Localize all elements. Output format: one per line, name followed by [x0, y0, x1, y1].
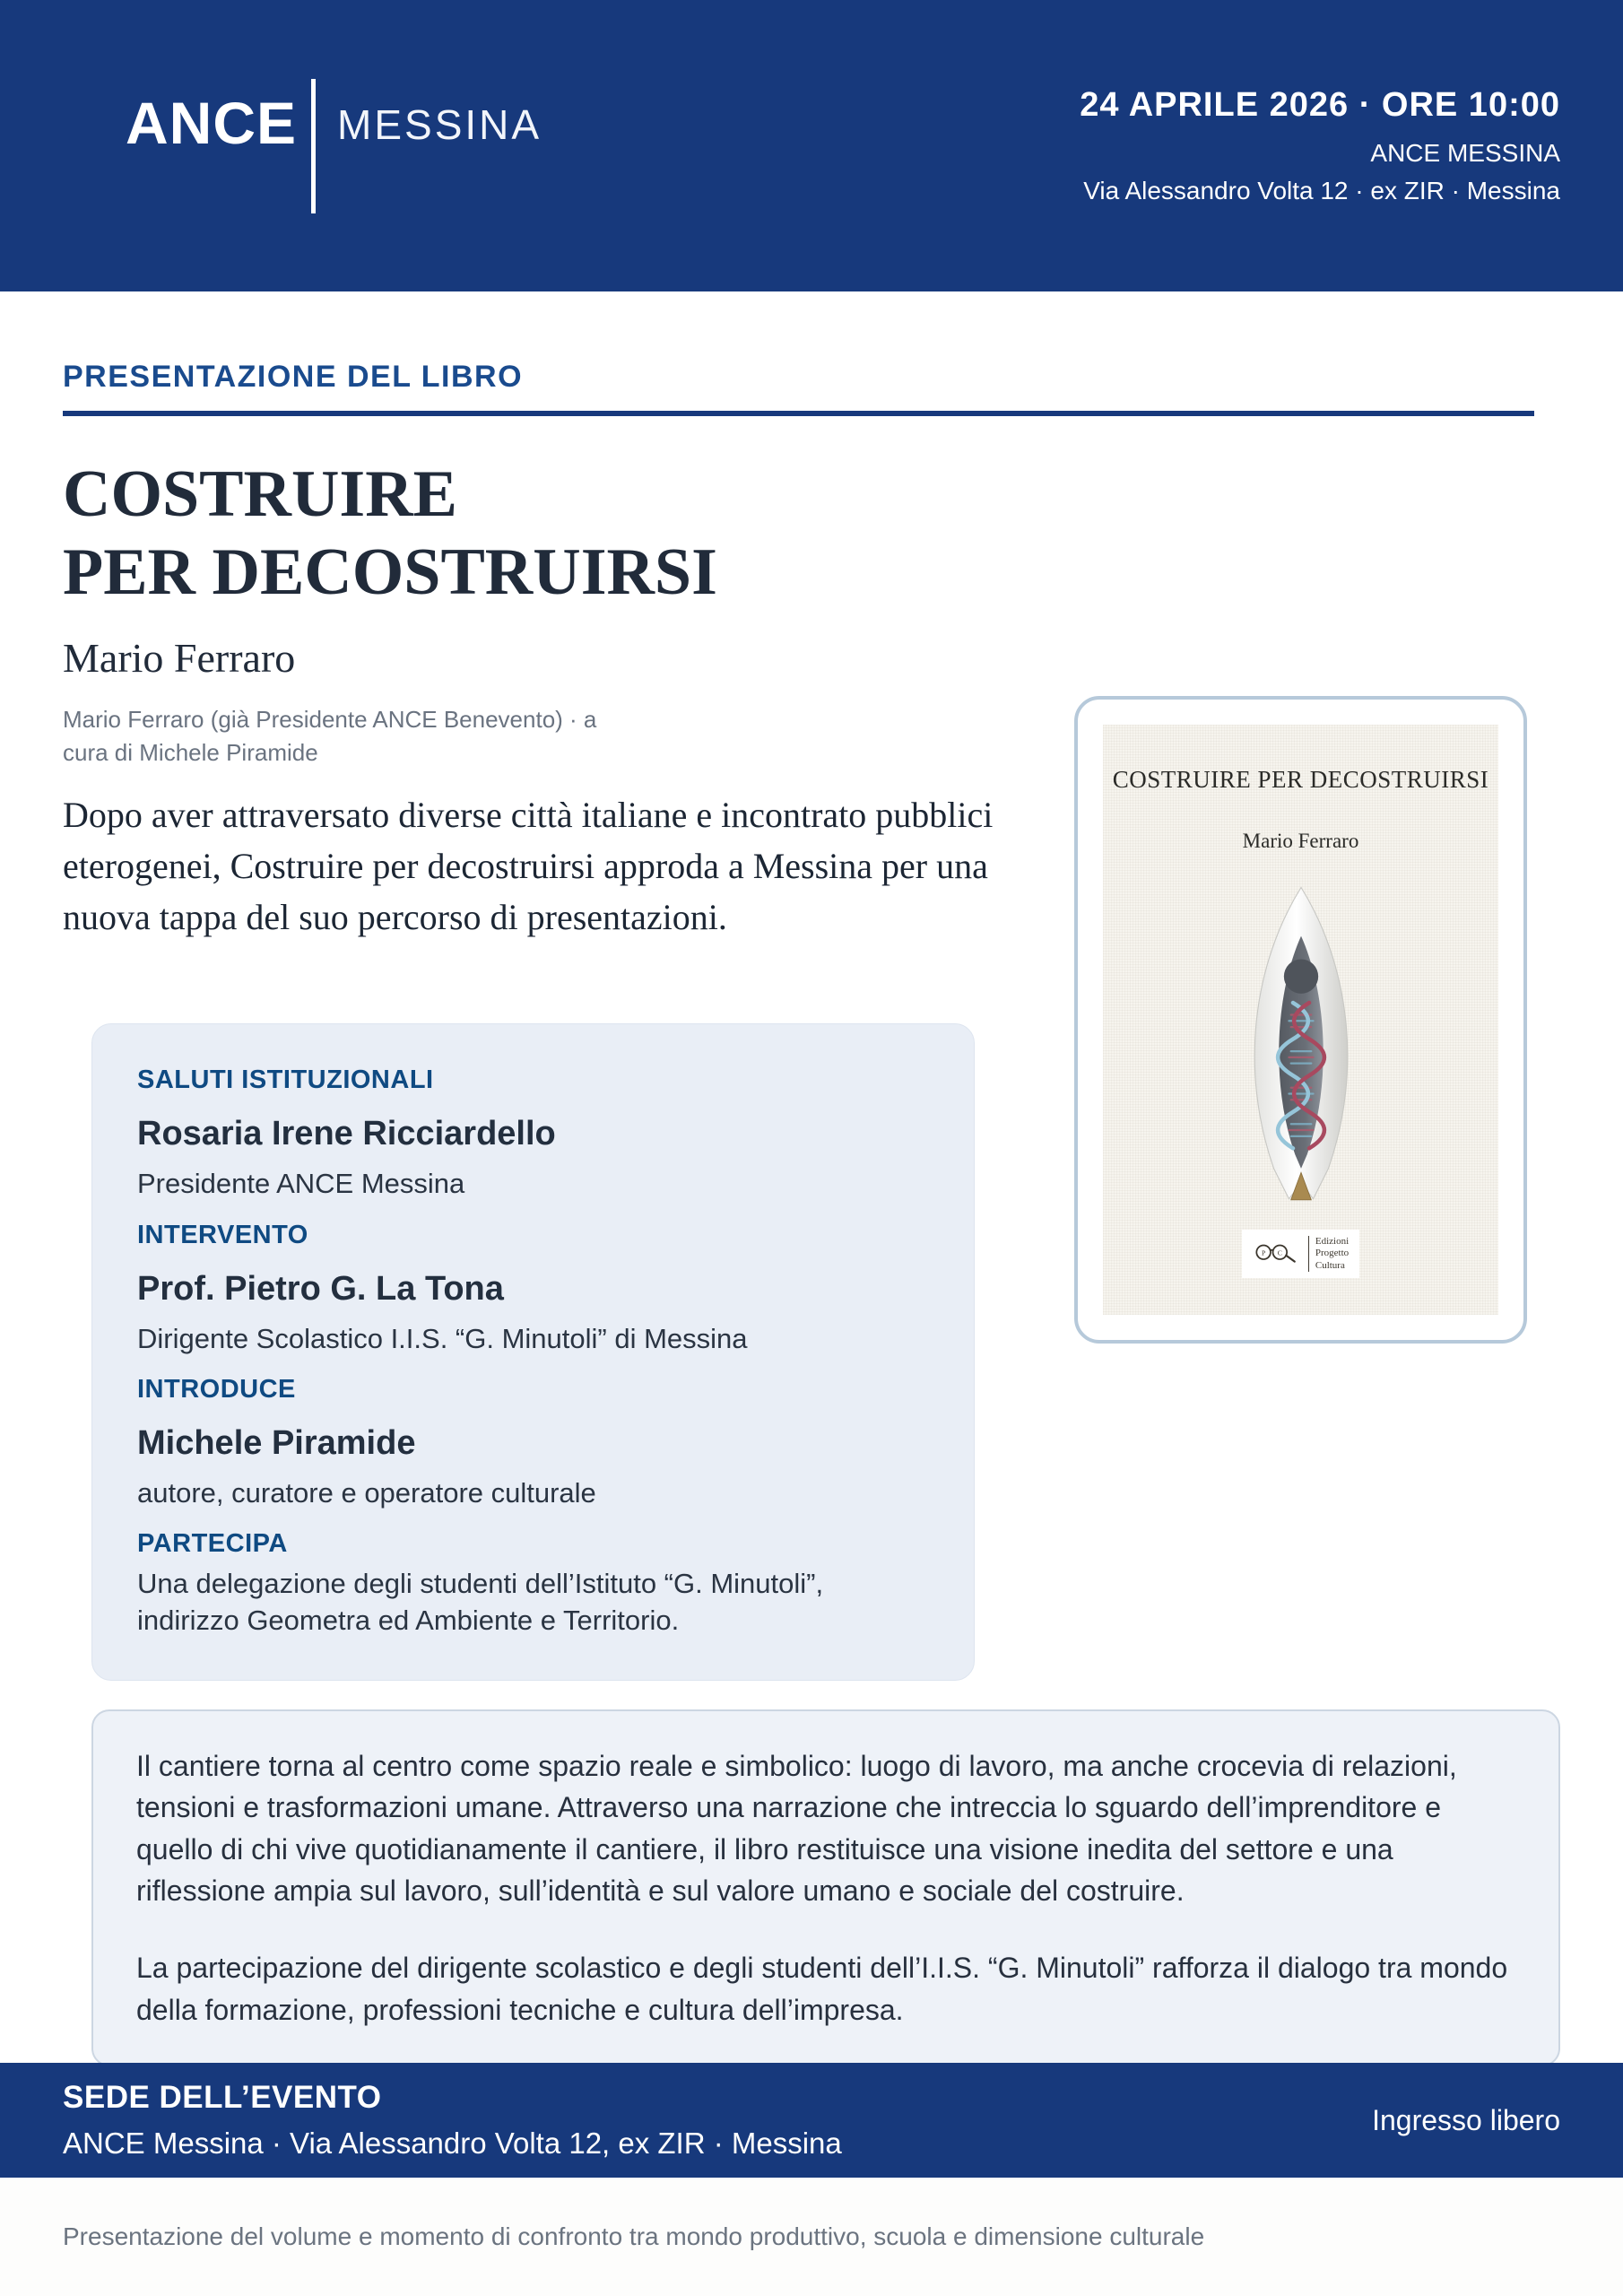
- publisher-logo: [1242, 1230, 1359, 1278]
- venue-label: SEDE DELL’EVENTO: [63, 2080, 382, 2115]
- description-paragraph-1: Il cantiere torna al centro come spazio reale e simbolico: luogo di lavoro, ma anche crocevia di relazioni, tensioni e trasformazioni umane. Attraverso una narrazione che intreccia lo sguardo dell’imprenditore e quello di chi vive quotidianamente il cantiere, il libro restituisce una visione inedita del settore e una riflessione ampia sul lavoro, sull’identità e sul valore umano e sociale del costruire.: [136, 1749, 1457, 1907]
- main-content: [0, 291, 1623, 2063]
- program-role-intervento: INTERVENTO: [137, 1220, 308, 1249]
- event-meta: [1080, 86, 1560, 205]
- book-cover: [1103, 725, 1498, 1315]
- event-datetime: 24 APRILE 2026 · ORE 10:00: [1080, 86, 1560, 124]
- program-desc-piramide: autore, curatore e operatore culturale: [137, 1476, 596, 1509]
- publisher-line3: Cultura: [1315, 1259, 1345, 1271]
- publisher-line2: Progetto: [1315, 1248, 1350, 1259]
- book-title-heading: [63, 456, 1560, 611]
- program-box: [91, 1023, 975, 1680]
- lead-paragraph: Dopo aver attraversato diverse città italiane e incontrato pubblici eterogenei, Costruire per decostruirsi approda a Messina per una nuova tappa del suo percorso di presentazioni.: [63, 794, 994, 937]
- book-cover-card: [1074, 696, 1527, 1344]
- byline: Mario Ferraro (già Presidente ANCE Benevento) · a cura di Michele Piramide: [63, 706, 597, 766]
- publisher-name: [1308, 1236, 1349, 1272]
- kicker-underline-rule: [63, 411, 1534, 416]
- description-box: [91, 1709, 1560, 2063]
- logo-primary-text: ANCE: [126, 89, 298, 156]
- program-desc-ricciardello: Presidente ANCE Messina: [137, 1168, 465, 1200]
- tagline-strip: [0, 2178, 1623, 2296]
- book-title-line1: COSTRUIRE: [63, 457, 457, 531]
- logo-divider: [311, 79, 316, 213]
- description-paragraph-2: La partecipazione del dirigente scolastico e degli studenti dell’I.I.S. “G. Minutoli” rafforza il dialogo tra mondo della formazione, professioni tecniche e cultura dell’impresa.: [136, 1952, 1508, 2026]
- figure-head: [1283, 960, 1317, 994]
- program-name-piramide: Michele Piramide: [137, 1423, 416, 1462]
- glasses-icon: [1253, 1241, 1299, 1266]
- svg-text:P: P: [1261, 1248, 1266, 1257]
- program-desc-latona: Dirigente Scolastico I.I.S. “G. Minutoli” di Messina: [137, 1322, 748, 1354]
- publisher-line1: Edizioni: [1315, 1236, 1350, 1248]
- cover-title: COSTRUIRE PER DECOSTRUIRSI: [1112, 766, 1489, 794]
- venue-block: [63, 2080, 842, 2161]
- ance-messina-logo: [126, 79, 542, 213]
- event-address: Via Alessandro Volta 12 · ex ZIR · Messina: [1083, 177, 1560, 204]
- admission-note: Ingresso libero: [1372, 2103, 1560, 2136]
- cover-author: Mario Ferraro: [1242, 830, 1359, 853]
- two-column-row: [63, 696, 1560, 1681]
- program-name-ricciardello: Rosaria Irene Ricciardello: [137, 1115, 556, 1153]
- header-bar: [0, 0, 1623, 291]
- footer-bar: [0, 2063, 1623, 2178]
- svg-text:C: C: [1277, 1248, 1282, 1257]
- logo-secondary-text: MESSINA: [337, 100, 542, 148]
- tagline-text: Presentazione del volume e momento di confronto tra mondo produttivo, scuola e dimensione culturale: [63, 2222, 1205, 2250]
- seed-pod-dna-illustration: [1195, 883, 1407, 1217]
- program-role-introduce: INTRODUCE: [137, 1374, 296, 1404]
- event-organizer: ANCE MESSINA: [1370, 139, 1560, 167]
- left-column: [63, 696, 1013, 1681]
- venue-address: ANCE Messina · Via Alessandro Volta 12, ex ZIR · Messina: [63, 2126, 842, 2160]
- program-role-saluti: SALUTI ISTITUZIONALI: [137, 1065, 434, 1095]
- program-role-partecipa: PARTECIPA: [137, 1529, 288, 1559]
- book-author: Mario Ferraro: [63, 635, 296, 682]
- book-title-line2: PER DECOSTRUIRSI: [63, 535, 717, 609]
- program-desc-partecipa: Una delegazione degli studenti dell’Istituto “G. Minutoli”, indirizzo Geometra ed Ambiente e Territorio.: [137, 1568, 824, 1636]
- section-kicker: PRESENTAZIONE DEL LIBRO: [63, 360, 524, 394]
- program-name-latona: Prof. Pietro G. La Tona: [137, 1269, 504, 1308]
